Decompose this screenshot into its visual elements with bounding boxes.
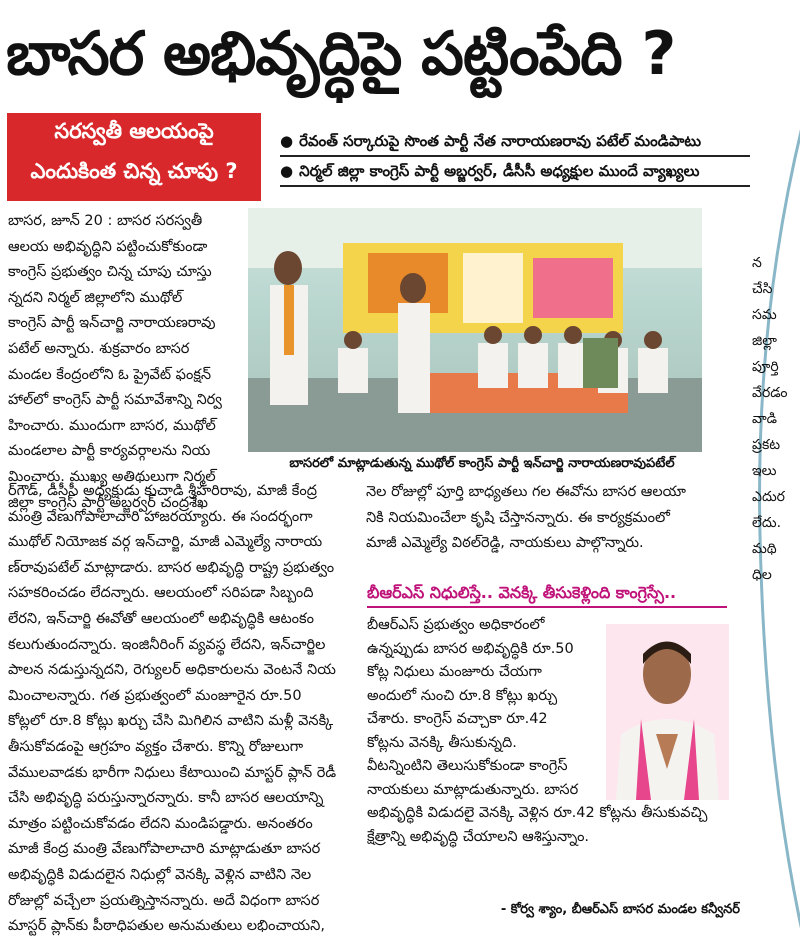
neighbour-line: మథి (752, 541, 777, 557)
subheadline-line-1: సరస్వతీ ఆలయంపై (54, 119, 214, 143)
article-line: మాజీ ఎమ్మెల్యే విఠల్‌రెడ్డి, నాయకులు పాల్గొన్నారు. (366, 535, 644, 552)
event-photo (248, 208, 702, 452)
sidebar-line: కోట్లను వెనక్కి తీసుకున్నది. (367, 734, 517, 751)
neighbour-line: ఎదుర (752, 489, 785, 505)
article-line: ఆలయ అభివృద్ధిని పట్టించుకోకుండా (8, 238, 208, 255)
neighbour-line: లేదు. (752, 515, 782, 531)
article-line: మండల కేంద్రంలోని ఓ ప్రైవేట్ ఫంక్షన్ (8, 366, 212, 383)
article-line: చేసి అభివృద్ధి పరుస్తున్నారన్నారు. కానీ బాసర ఆలయాన్ని (8, 790, 324, 807)
article-line: లేరని, ఇన్‌చార్జి ఈవోతో ఆలయంలో అభివృద్ధికి ఆటంకం (8, 610, 314, 627)
article-line: బాసర, జూన్ 20 : బాసర సరస్వతీ (8, 213, 203, 229)
article-line: మండలాల పార్టీ కార్యవర్గాలను నియ (8, 443, 211, 460)
neighbour-line: సమ (752, 307, 777, 323)
subheadline-box (7, 113, 261, 201)
article-column-mid (366, 480, 746, 557)
article-line: మాత్రం పట్టించుకోవడం లేదని మండిపడ్డారు. అనంతరం (8, 815, 313, 832)
article-line: న్నదని నిర్మల్ జిల్లాలోని ముథోల్ (8, 289, 183, 306)
neighbour-line: ప్రకట (752, 437, 781, 453)
sidebar-heading: బీఆర్ఎస్ నిధులిస్తే.. వెనక్కి తీసుకెళ్లింది కాంగ్రెస్సే.. (367, 583, 677, 602)
article-column-continued (8, 479, 358, 940)
neighbour-line: ఇలు (752, 463, 777, 479)
neighbour-line: న (752, 255, 762, 271)
sidebar-divider (367, 606, 727, 608)
article-line: మించారు. ముఖ్య అతిథులుగా నిర్మల్ (8, 468, 216, 485)
article-line: హించారు. ముందుగా బాసర, ముథోల్ (8, 417, 216, 434)
article-line: జిల్లా కాంగ్రెస్ పార్టీ అబ్జర్వర్ చంద్రశేఖ (8, 494, 209, 511)
neighbour-article-text (752, 250, 800, 588)
bullet-item: ● నిర్మల్ జిల్లా కాంగ్రెస్ పార్టీ అబ్జర్వర్, డీసీసీ అధ్యక్షుల ముందే వ్యాఖ్యలు (280, 162, 700, 180)
bullet-item: ● రేవంత్ సర్కారుపై సొంత పార్టీ నేత నారాయణరావు పటేల్ మండిపాటు (280, 132, 702, 150)
article-line: మాజీ కేంద్ర మంత్రి వేణుగోపాలాచారి మాట్లాడుతూ బాసర (8, 841, 321, 858)
article-line: మాస్టర్ ప్లాన్‌కు పీఠాధిపతుల అనుమతులు లభించాయని, (8, 918, 325, 935)
photo-caption: బాసరలో మాట్లాడుతున్న ముథోల్ కాంగ్రెస్ పార్టీ ఇన్‌చార్జి నారాయణరావుపటేల్ (289, 456, 675, 471)
sidebar-line: బీఆర్ఎస్ ప్రభుత్వం అధికారంలో (367, 617, 545, 633)
article-column-left (8, 209, 244, 516)
article-line: కోట్లలో రూ.8 కోట్లు ఖర్చు చేసి మిగిలిన వాటిని మళ్లీ వెనక్కి (8, 713, 334, 730)
divider (280, 185, 750, 187)
sidebar-line: క్షేత్రాన్ని అభివృద్ధి చేయాలని ఆశిస్తున్నాం. (367, 828, 590, 845)
subheadline-line-2: ఎందుకింత చిన్న చూపు ? (30, 159, 238, 183)
article-line: ముథోల్ నియోజక వర్గ ఇన్‌చార్జి, మాజీ ఎమ్మెల్యే నారాయ (8, 534, 323, 551)
article-line: మంత్రి వేణుగోపాలాచారి హాజరయ్యారు. ఈ సందర్భంగా (8, 508, 313, 525)
article-line: తీసుకోవడంపై ఆగ్రహం వ్యక్తం చేశారు. కొన్ని రోజులుగా (8, 738, 304, 755)
headline: బాసర అభివృద్ధిపై పట్టింపేది ? (6, 19, 676, 89)
article-line: వేములవాడకు భారీగా నిధులు కేటాయించి మాస్టర్ ప్లాన్ రెడీ (8, 764, 337, 781)
neighbour-line: జిల్లా (752, 333, 777, 349)
sidebar-line: వీటన్నింటిని తెలుసుకోకుండా కాంగ్రెస్ (367, 758, 568, 774)
sidebar-line: అందులో నుంచి రూ.8 కోట్లు ఖర్చు (367, 687, 558, 704)
sidebar-line: చేశారు. కాంగ్రెస్ వచ్చాకా రూ.42 (367, 711, 548, 727)
article-line: సహకరించడం లేదన్నారు. ఆలయంలో సరిపడా సిబ్బంది (8, 585, 314, 602)
neighbour-line: ధిల (752, 567, 772, 583)
article-line: ర్‌గౌడ్, డీసీసీ అధ్యక్షుడు కుచాడి శ్రీహరిరావు, మాజీ కేంద్ర (8, 483, 317, 499)
sidebar-line: అభివృద్ధికి విడుదలై వెనక్కి వెళ్లిన రూ.42 కోట్లను తీసుకువచ్చి (367, 805, 708, 821)
article-line: నికి నియమించేలా కృషి చేస్తానన్నారు. ఈ కార్యక్రమంలో (366, 509, 670, 526)
bullet-dot-icon: ● (280, 162, 294, 180)
sidebar-line: నాయకులు మాట్లాడుతున్నారు. బాసర (367, 781, 579, 798)
neighbour-line: పూర్తి (752, 359, 779, 375)
article-line: ణ్‌రావుపటేల్ మాట్లాడారు. బాసర అభివృద్ధి రాష్ట్ర ప్రభుత్వం (8, 559, 335, 576)
sidebar-attribution: - కోర్వ శ్యాం, బీఆర్ఎస్ బాసర మండల కన్వీనర్ (500, 902, 740, 917)
neighbour-line: చేసి (752, 281, 773, 297)
neighbour-line: వేరడం (752, 385, 788, 401)
article-line: కాంగ్రెస్ ప్రభుత్వం చిన్న చూపు చూస్తు (8, 264, 212, 281)
article-line: రోజుల్లో వచ్చేలా ప్రయత్నిస్తానన్నారు. అదే విధంగా బాసర (8, 892, 320, 909)
bullet-dot-icon: ● (280, 132, 294, 150)
article-line: మించాలన్నారు. గత ప్రభుత్వంలో మంజూరైన రూ.50 (8, 687, 302, 704)
sidebar-line: ఉన్నప్పుడు బాసర అభివృద్ధికి రూ.50 (367, 640, 574, 657)
article-line: పటేల్ అన్నారు. శుక్రవారం బాసర (8, 340, 190, 357)
neighbour-line: వాడి (752, 411, 778, 427)
article-line: హాల్‌లో కాంగ్రెస్ పార్టీ సమావేశాన్ని నిర్వ (8, 392, 222, 409)
divider (280, 155, 750, 157)
sidebar-line: కోట్ల నిధులు మంజూరు చేయగా (367, 664, 542, 680)
article-line: నెల రోజుల్లో పూర్తి బాధ్యతలు గల ఈవోను బాసర ఆలయా (366, 484, 686, 500)
portrait-photo (606, 624, 729, 800)
article-line: కాంగ్రెస్ పార్టీ ఇన్‌చార్జి నారాయణరావు (8, 315, 216, 332)
article-line: అభివృద్ధికి విడుదలైన నిధుల్లో వెనక్కి వెళ్లిన వాటిని నెల (8, 866, 312, 883)
article-line: కలుగుతుందన్నారు. ఇంజినీరింగ్ వ్యవస్థ లేదని, ఇన్‌చార్జిల (8, 636, 326, 653)
article-line: పాలన నడుస్తున్నదని, రెగ్యులర్ అధికారులను వెంటనే నియ (8, 662, 336, 679)
